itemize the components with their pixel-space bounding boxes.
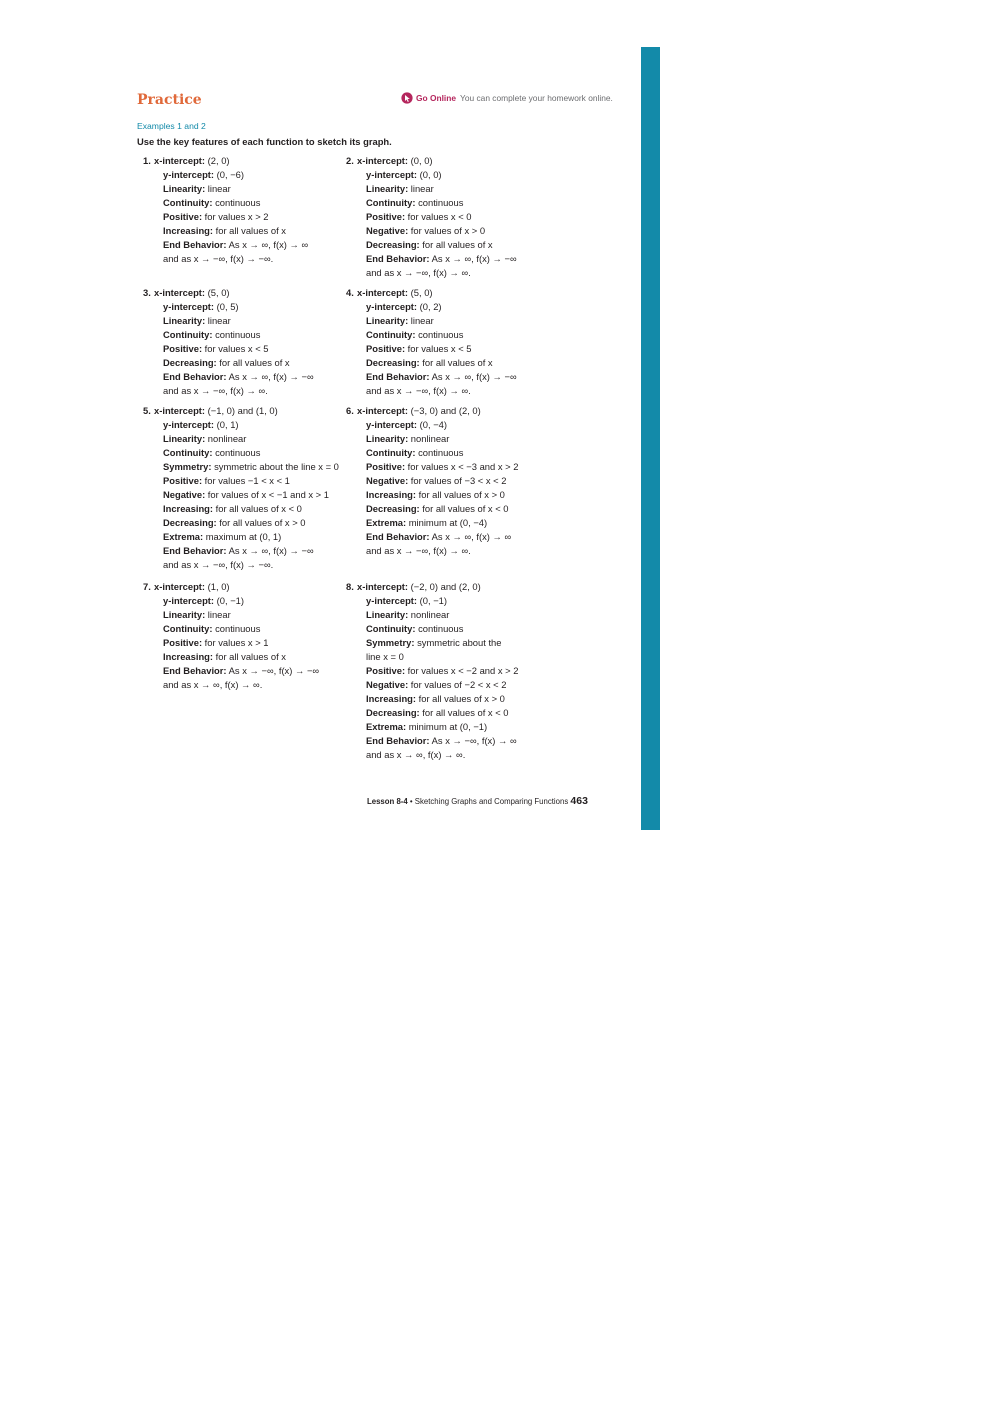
feature-line (143, 252, 308, 266)
feature-value: nonlinear (205, 433, 247, 444)
feature-label: Positive: (366, 343, 406, 354)
feature-value: continuous (212, 623, 261, 634)
feature-line (346, 356, 517, 370)
feature-label: End Behavior: (163, 371, 227, 382)
feature-line (143, 530, 339, 544)
feature-label: x-intercept: (357, 155, 409, 166)
feature-value: for all values of x > 0 (416, 489, 505, 500)
feature-value: As x → ∞, f(x) → −∞ (226, 371, 314, 382)
feature-value: As x → ∞, f(x) → ∞ (226, 239, 309, 250)
feature-value: linear (205, 183, 231, 194)
footer-separator: • (407, 797, 415, 806)
feature-value: As x → ∞, f(x) → −∞ (226, 545, 314, 556)
feature-line (346, 168, 517, 182)
feature-label: y-intercept: (163, 419, 215, 430)
problem-number: 3. (143, 287, 151, 298)
feature-value: (0, −4) (417, 419, 448, 430)
feature-label: Decreasing: (366, 357, 420, 368)
feature-line (143, 650, 319, 664)
feature-label: End Behavior: (366, 735, 430, 746)
feature-label: Negative: (366, 679, 409, 690)
feature-line (346, 404, 518, 418)
feature-line (143, 210, 308, 224)
problem-number: 6. (346, 405, 354, 416)
problem-7 (143, 580, 319, 692)
feature-line (346, 664, 518, 678)
feature-label: y-intercept: (366, 301, 418, 312)
feature-label: Increasing: (163, 225, 214, 236)
feature-value: for all values of x (213, 225, 286, 236)
feature-value: nonlinear (408, 609, 450, 620)
examples-label: Examples 1 and 2 (137, 121, 206, 131)
feature-value: and as x → −∞, f(x) → ∞. (163, 385, 268, 396)
feature-label: Linearity: (163, 315, 206, 326)
feature-value: for values of −2 < x < 2 (408, 679, 507, 690)
problem-4 (346, 286, 517, 398)
feature-line (143, 404, 339, 418)
problem-3 (143, 286, 314, 398)
feature-value: for values x < −2 and x > 2 (405, 665, 519, 676)
problem-5 (143, 404, 339, 572)
feature-line (346, 286, 517, 300)
feature-line (346, 154, 517, 168)
feature-value: (0, 0) (408, 155, 433, 166)
feature-value: for all values of x > 0 (416, 693, 505, 704)
feature-line (143, 342, 314, 356)
feature-line (143, 286, 314, 300)
feature-line (346, 692, 518, 706)
feature-label: Linearity: (163, 433, 206, 444)
feature-label: x-intercept: (154, 287, 206, 298)
feature-line (346, 418, 518, 432)
feature-line (143, 300, 314, 314)
feature-label: Linearity: (366, 183, 409, 194)
feature-value: and as x → ∞, f(x) → ∞. (163, 679, 263, 690)
feature-label: Increasing: (163, 651, 214, 662)
footer-lesson-title: Sketching Graphs and Comparing Functions (414, 797, 569, 806)
feature-line (346, 266, 517, 280)
problem-number: 8. (346, 581, 354, 592)
feature-value: and as x → −∞, f(x) → −∞. (163, 559, 274, 570)
feature-label: y-intercept: (163, 595, 215, 606)
feature-line (143, 154, 308, 168)
feature-label: Decreasing: (366, 707, 420, 718)
feature-value: for all values of x (216, 357, 290, 368)
go-online-cursor-icon (401, 92, 413, 104)
feature-label: Decreasing: (163, 517, 217, 528)
feature-label: Increasing: (366, 693, 417, 704)
feature-label: Positive: (163, 637, 203, 648)
feature-value: (0, −6) (214, 169, 245, 180)
feature-label: Decreasing: (163, 357, 217, 368)
feature-label: Continuity: (163, 197, 213, 208)
feature-line (143, 432, 339, 446)
feature-value: continuous (212, 447, 261, 458)
feature-label: y-intercept: (163, 301, 215, 312)
feature-line (346, 650, 518, 664)
feature-value: for all values of x > 0 (216, 517, 306, 528)
feature-label: Linearity: (163, 609, 206, 620)
feature-line (143, 418, 339, 432)
feature-line (346, 622, 518, 636)
feature-value: linear (408, 315, 434, 326)
go-online-text: You can complete your homework online. (460, 93, 613, 103)
feature-line (346, 342, 517, 356)
feature-value: symmetric about the line x = 0 (211, 461, 339, 472)
feature-line (346, 460, 518, 474)
feature-value: continuous (415, 623, 464, 634)
feature-line (143, 608, 319, 622)
feature-value: As x → −∞, f(x) → ∞ (429, 735, 517, 746)
feature-value: and as x → −∞, f(x) → ∞. (366, 385, 471, 396)
feature-line (143, 328, 314, 342)
feature-value: for values −1 < x < 1 (202, 475, 290, 486)
feature-label: End Behavior: (163, 239, 227, 250)
feature-label: Positive: (366, 665, 406, 676)
feature-line (143, 516, 339, 530)
feature-value: for values of x > 0 (408, 225, 486, 236)
feature-value: for values of −3 < x < 2 (408, 475, 507, 486)
feature-value: symmetric about the (414, 637, 502, 648)
feature-line (143, 636, 319, 650)
feature-line (346, 196, 517, 210)
feature-label: Negative: (163, 489, 206, 500)
feature-label: Positive: (163, 343, 203, 354)
feature-line (346, 300, 517, 314)
side-color-bar (641, 47, 660, 830)
feature-label: Symmetry: (163, 461, 212, 472)
problem-number: 1. (143, 155, 151, 166)
feature-value: for values x < −3 and x > 2 (405, 461, 519, 472)
feature-line (346, 182, 517, 196)
feature-line (143, 678, 319, 692)
feature-line (346, 502, 518, 516)
feature-value: (0, 2) (417, 301, 442, 312)
feature-line (143, 384, 314, 398)
feature-line (143, 594, 319, 608)
feature-value: for values x > 1 (202, 637, 269, 648)
feature-value: for all values of x < 0 (419, 707, 509, 718)
feature-value: (1, 0) (205, 581, 230, 592)
page-footer (367, 795, 588, 807)
feature-label: Linearity: (163, 183, 206, 194)
feature-line (143, 370, 314, 384)
feature-label: Continuity: (366, 329, 416, 340)
feature-line (143, 460, 339, 474)
feature-label: Linearity: (366, 315, 409, 326)
feature-value: for all values of x (419, 357, 493, 368)
feature-line (143, 558, 339, 572)
feature-value: continuous (212, 197, 261, 208)
go-online-note (401, 92, 613, 104)
feature-value: continuous (415, 329, 464, 340)
feature-value: (−3, 0) and (2, 0) (408, 405, 481, 416)
instructions: Use the key features of each function to sketch its graph. (137, 136, 392, 147)
feature-label: Continuity: (163, 329, 213, 340)
feature-value: maximum at (0, 1) (203, 531, 282, 542)
feature-value: for all values of x (419, 239, 493, 250)
feature-line (346, 530, 518, 544)
feature-label: x-intercept: (154, 405, 206, 416)
feature-label: End Behavior: (366, 253, 430, 264)
feature-value: for all values of x (213, 651, 286, 662)
feature-label: x-intercept: (357, 581, 409, 592)
problem-number: 5. (143, 405, 151, 416)
feature-label: Positive: (163, 475, 203, 486)
feature-value: for all values of x < 0 (213, 503, 302, 514)
feature-value: As x → −∞, f(x) → −∞ (226, 665, 320, 676)
feature-label: Extrema: (366, 517, 407, 528)
feature-label: x-intercept: (357, 405, 409, 416)
feature-label: Symmetry: (366, 637, 415, 648)
feature-value: (−2, 0) and (2, 0) (408, 581, 481, 592)
feature-line (346, 516, 518, 530)
feature-value: As x → ∞, f(x) → −∞ (429, 371, 517, 382)
feature-label: x-intercept: (357, 287, 409, 298)
feature-label: Extrema: (163, 531, 204, 542)
feature-line (143, 238, 308, 252)
feature-label: Negative: (366, 475, 409, 486)
feature-line (346, 608, 518, 622)
feature-line (346, 706, 518, 720)
feature-line (346, 594, 518, 608)
feature-label: Positive: (163, 211, 203, 222)
feature-label: Positive: (366, 211, 406, 222)
feature-label: Increasing: (366, 489, 417, 500)
go-online-label[interactable]: Go Online (416, 93, 457, 103)
feature-line (143, 544, 339, 558)
feature-line (346, 734, 518, 748)
feature-label: End Behavior: (163, 545, 227, 556)
feature-line (346, 544, 518, 558)
feature-line (346, 370, 517, 384)
problem-6 (346, 404, 518, 558)
feature-label: End Behavior: (366, 371, 430, 382)
feature-label: End Behavior: (366, 531, 430, 542)
footer-lesson: Lesson 8-4 (367, 797, 408, 806)
feature-line (143, 168, 308, 182)
feature-label: Decreasing: (366, 503, 420, 514)
feature-label: y-intercept: (366, 419, 418, 430)
feature-value: (0, 1) (214, 419, 239, 430)
feature-label: Continuity: (163, 623, 213, 634)
problem-2 (346, 154, 517, 280)
feature-value: linear (408, 183, 434, 194)
feature-value: for all values of x < 0 (419, 503, 509, 514)
feature-value: for values x < 0 (405, 211, 472, 222)
feature-line (143, 474, 339, 488)
feature-label: x-intercept: (154, 155, 206, 166)
problem-number: 4. (346, 287, 354, 298)
feature-label: y-intercept: (366, 595, 418, 606)
feature-line (346, 580, 518, 594)
feature-line (143, 664, 319, 678)
feature-line (346, 224, 517, 238)
feature-line (346, 238, 517, 252)
feature-label: Increasing: (163, 503, 214, 514)
feature-value: linear (205, 609, 231, 620)
feature-value: continuous (415, 447, 464, 458)
feature-line (143, 580, 319, 594)
feature-label: y-intercept: (366, 169, 418, 180)
feature-line (143, 196, 308, 210)
feature-value: (0, −1) (214, 595, 245, 606)
feature-label: Continuity: (366, 623, 416, 634)
feature-line (143, 314, 314, 328)
feature-line (143, 488, 339, 502)
feature-line (346, 446, 518, 460)
feature-line (346, 488, 518, 502)
feature-value: and as x → ∞, f(x) → ∞. (366, 749, 466, 760)
feature-value: for values of x < −1 and x > 1 (205, 489, 329, 500)
problem-number: 2. (346, 155, 354, 166)
feature-value: minimum at (0, −1) (406, 721, 488, 732)
feature-value: line x = 0 (366, 651, 404, 662)
feature-label: Continuity: (366, 447, 416, 458)
feature-line (346, 314, 517, 328)
feature-line (346, 328, 517, 342)
problem-1 (143, 154, 308, 266)
feature-line (143, 622, 319, 636)
feature-line (143, 182, 308, 196)
feature-label: Continuity: (366, 197, 416, 208)
feature-value: As x → ∞, f(x) → −∞ (429, 253, 517, 264)
feature-value: and as x → −∞, f(x) → ∞. (366, 545, 471, 556)
feature-label: Linearity: (366, 433, 409, 444)
feature-value: (5, 0) (408, 287, 433, 298)
feature-label: Decreasing: (366, 239, 420, 250)
feature-label: x-intercept: (154, 581, 206, 592)
feature-line (143, 502, 339, 516)
feature-value: and as x → −∞, f(x) → ∞. (366, 267, 471, 278)
feature-value: As x → ∞, f(x) → ∞ (429, 531, 512, 542)
feature-value: (0, −1) (417, 595, 448, 606)
feature-value: continuous (415, 197, 464, 208)
feature-label: Extrema: (366, 721, 407, 732)
feature-value: linear (205, 315, 231, 326)
feature-line (346, 636, 518, 650)
feature-label: Positive: (366, 461, 406, 472)
feature-value: (−1, 0) and (1, 0) (205, 405, 278, 416)
feature-label: End Behavior: (163, 665, 227, 676)
problem-number: 7. (143, 581, 151, 592)
feature-line (346, 474, 518, 488)
feature-value: (5, 0) (205, 287, 230, 298)
feature-label: Negative: (366, 225, 409, 236)
feature-line (346, 720, 518, 734)
feature-line (346, 210, 517, 224)
feature-value: and as x → −∞, f(x) → −∞. (163, 253, 274, 264)
page-number: 463 (570, 795, 588, 807)
feature-value: for values x < 5 (202, 343, 269, 354)
feature-value: continuous (212, 329, 261, 340)
feature-line (346, 748, 518, 762)
problem-8 (346, 580, 518, 762)
feature-line (346, 678, 518, 692)
feature-line (346, 384, 517, 398)
feature-value: minimum at (0, −4) (406, 517, 488, 528)
feature-line (143, 224, 308, 238)
feature-value: (2, 0) (205, 155, 230, 166)
feature-line (143, 446, 339, 460)
feature-value: nonlinear (408, 433, 450, 444)
feature-value: (0, 0) (417, 169, 442, 180)
feature-line (346, 432, 518, 446)
feature-value: (0, 5) (214, 301, 239, 312)
feature-label: Continuity: (163, 447, 213, 458)
feature-value: for values x < 5 (405, 343, 472, 354)
feature-line (346, 252, 517, 266)
feature-label: y-intercept: (163, 169, 215, 180)
feature-line (143, 356, 314, 370)
feature-value: for values x > 2 (202, 211, 269, 222)
feature-label: Linearity: (366, 609, 409, 620)
section-title: Practice (137, 92, 202, 108)
